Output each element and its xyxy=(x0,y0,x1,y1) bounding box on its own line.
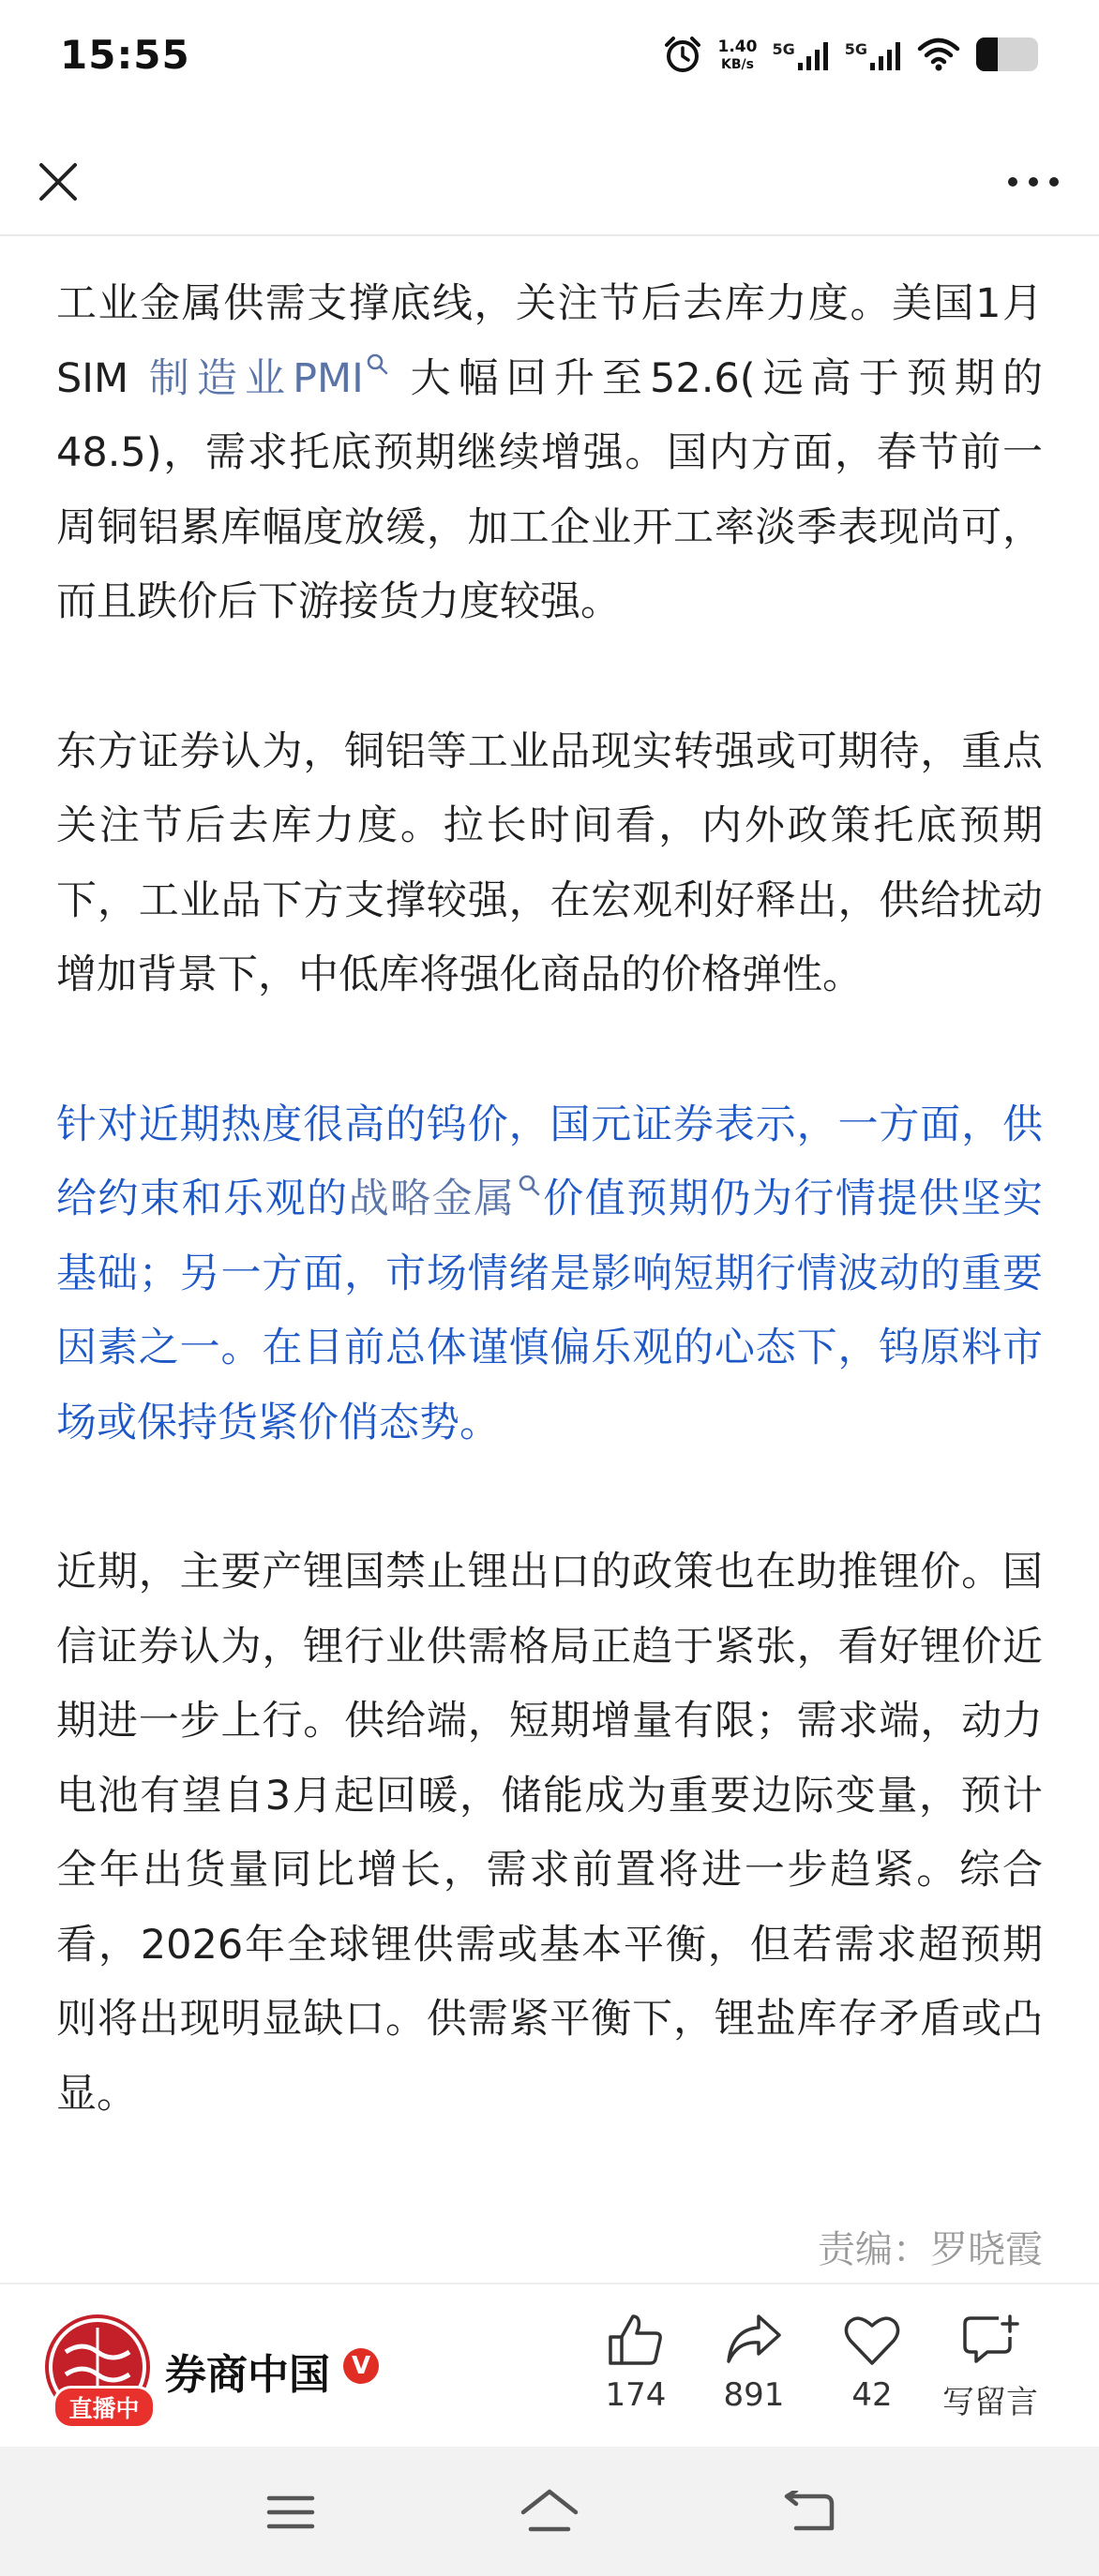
search-icon xyxy=(366,352,390,377)
header-divider xyxy=(0,234,1099,236)
share-icon xyxy=(725,2313,783,2367)
nav-menu-button[interactable] xyxy=(253,2479,328,2545)
paragraph-3-text-b: 价值预期仍为行情提供坚实基础；另一方面，市场情绪是影响短期行情波动的重要因素之一。在目前总体谨慎偏乐观的心态下，钨原料市场或保持货紧价俏态势。 xyxy=(56,1176,1044,1446)
editor-credit: 责编：罗晓霞 xyxy=(818,2228,1043,2271)
keyword-strategic-metals-label: 战略金属 xyxy=(348,1176,516,1222)
like-button[interactable] xyxy=(584,2313,687,2414)
paragraph-4: 近期，主要产锂国禁止锂出口的政策也在助推锂价。国信证券认为，锂行业供需格局正趋于紧张，看好锂价近期进一步上行。供给端，短期增量有限；需求端，动力电池有望自3月起回暖，储能成为重要边际变量，预计全年出货量同比增长，需求前置将进一步趋紧。综合看，2026年全球锂供需或基本平衡，但若需求超预期则将出现明显缺口。供需紧平衡下，锂盐库存矛盾或凸显。 xyxy=(56,1549,1043,2118)
home-icon xyxy=(519,2488,580,2537)
net-speed-value: 1.40 xyxy=(717,37,758,56)
like-count: 174 xyxy=(605,2376,667,2414)
comment-button[interactable] xyxy=(939,2313,1042,2422)
signal-icon xyxy=(798,42,830,70)
paragraph-1-text-a: 工业金属供需支撑底线，关注节后去库力度。美国1月SIM xyxy=(56,280,1043,402)
share-count: 891 xyxy=(723,2376,785,2414)
status-icons xyxy=(647,34,1041,79)
paragraph-3 xyxy=(56,1088,1043,1461)
menu-icon xyxy=(266,2494,315,2531)
signal-1 xyxy=(772,42,829,70)
paragraph-3-text-a: 针对近期热度很高的钨价，国元证券表示，一方面，供给约束和乐观的 xyxy=(56,1101,1043,1222)
nav-back-button[interactable] xyxy=(772,2479,847,2545)
search-icon xyxy=(518,1174,542,1198)
keyword-link-pmi[interactable] xyxy=(149,355,390,402)
keyword-link-strategic-metals[interactable] xyxy=(349,1176,542,1222)
alarm-icon xyxy=(662,34,703,79)
system-nav-bar xyxy=(0,2447,1099,2576)
live-badge[interactable]: 直播中 xyxy=(53,2386,156,2429)
keyword-pmi-label: 制造业PMI xyxy=(148,354,364,402)
signal-icon xyxy=(870,42,902,70)
comment-label: 写留言 xyxy=(942,2384,1038,2421)
thumbs-up-icon xyxy=(607,2313,665,2367)
article-body xyxy=(56,267,1043,2207)
net-speed xyxy=(718,38,758,74)
close-icon xyxy=(38,161,79,202)
account-name[interactable]: 券商中国 xyxy=(165,2351,330,2399)
status-bar xyxy=(0,0,1099,112)
paragraph-1-text-b: 大幅回升至52.6(远高于预期的48.5)，需求托底预期继续增强。国内方面，春节前一周铜铝累库幅度放缓，加工企业开工率淡季表现尚可，而且跌价后下游接货力度较强。 xyxy=(56,354,1044,625)
favorite-count: 42 xyxy=(851,2376,893,2414)
more-button[interactable] xyxy=(996,152,1071,212)
paragraph-2: 东方证券认为，铜铝等工业品现实转强或可期待，重点关注节后去库力度。拉长时间看，内外政策托底预期下，工业品下方支撑较强，在宏观利好释出，供给扰动增加背景下，中低库将强化商品的价格弹性。 xyxy=(56,727,1043,998)
comment-add-icon xyxy=(961,2313,1019,2367)
back-icon xyxy=(783,2491,836,2534)
verified-badge: V xyxy=(343,2348,379,2384)
heart-icon xyxy=(843,2313,901,2367)
bottom-action-bar xyxy=(0,2283,1099,2449)
battery-icon xyxy=(975,37,1041,76)
signal-1-label: 5G xyxy=(772,40,795,58)
wifi-icon xyxy=(917,37,960,75)
more-icon xyxy=(1007,176,1060,187)
signal-2 xyxy=(845,42,902,70)
article-header xyxy=(0,131,1099,234)
nav-home-button[interactable] xyxy=(512,2479,587,2545)
status-time: 15:55 xyxy=(60,32,190,78)
paragraph-1 xyxy=(56,267,1043,640)
close-button[interactable] xyxy=(28,152,88,212)
favorite-button[interactable] xyxy=(820,2313,924,2414)
share-button[interactable] xyxy=(702,2313,805,2414)
signal-2-label: 5G xyxy=(844,40,867,58)
net-speed-unit: KB/s xyxy=(721,57,754,72)
